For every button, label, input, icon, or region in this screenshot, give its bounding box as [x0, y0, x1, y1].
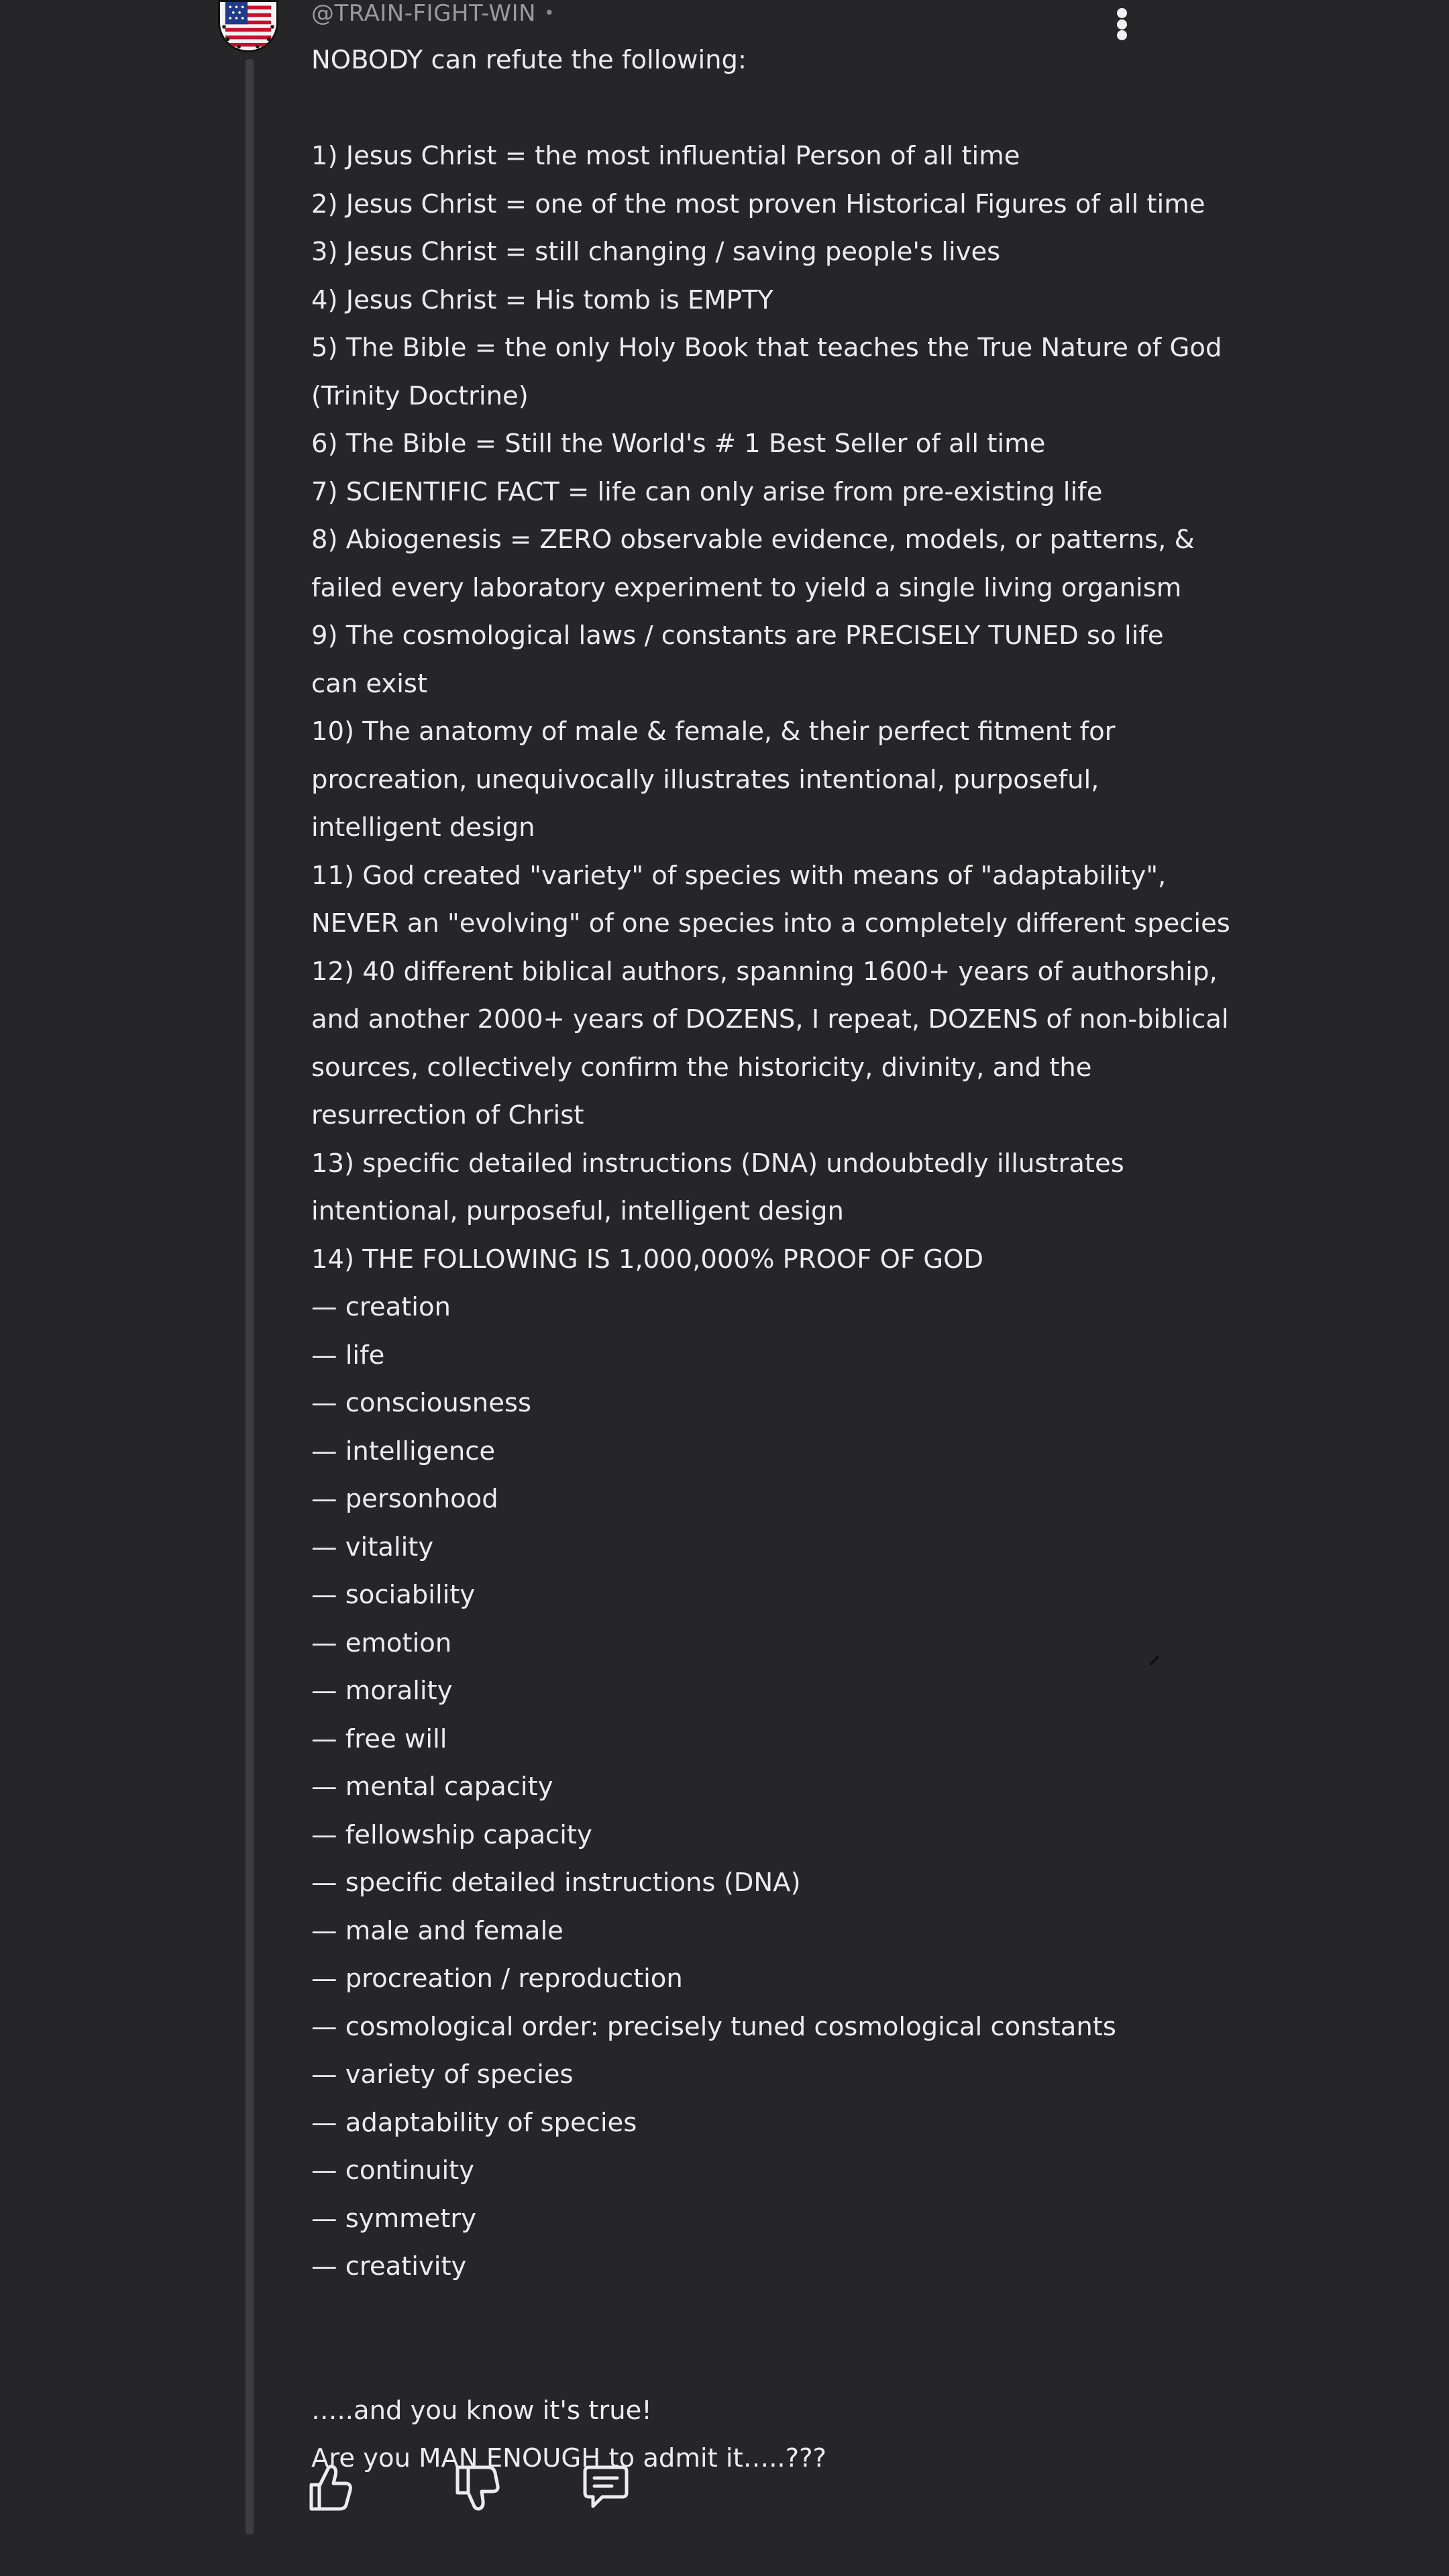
reply-button[interactable]: [582, 2462, 629, 2513]
comment-line: Are you MAN ENOUGH to admit it…..???: [311, 2443, 826, 2473]
list-item: — morality: [311, 1676, 453, 1706]
comment-line: NEVER an "evolving" of one species into a completely different species: [311, 908, 1230, 938]
author-handle[interactable]: @TRAIN-FIGHT-WIN: [311, 0, 537, 27]
comment-actions: [307, 2462, 656, 2516]
blank-line: [311, 2291, 1143, 2339]
comment-line: intentional, purposeful, intelligent design: [311, 1196, 844, 1226]
thumbs-down-icon: [453, 2462, 500, 2513]
comment-line: …..and you know it's true!: [311, 2395, 652, 2426]
comment-line: failed every laboratory experiment to yield a single living organism: [311, 572, 1182, 603]
list-item: — cosmological order: precisely tuned cosmological constants: [311, 2011, 1116, 2042]
list-item: — sociability: [311, 1580, 476, 1610]
list-item: — free will: [311, 1723, 447, 1754]
comment-line: 1) Jesus Christ = the most influential Person of all time: [311, 141, 1020, 171]
comment-line: 2) Jesus Christ = one of the most proven Historical Figures of all time: [311, 189, 1205, 219]
list-item: — creativity: [311, 2251, 467, 2282]
comment-line: NOBODY can refute the following:: [311, 45, 747, 75]
pencil-mark-icon: [1150, 1656, 1159, 1665]
comment-line: 10) The anatomy of male & female, & their perfect fitment for: [311, 716, 1116, 747]
comment-header: [311, 0, 555, 27]
comment-line: 9) The cosmological laws / constants are PRECISELY TUNED so life: [311, 621, 1164, 651]
list-item: — intelligence: [311, 1436, 496, 1466]
comment-line: 13) specific detailed instructions (DNA) undoubtedly illustrates: [311, 1148, 1124, 1179]
list-item: — vitality: [311, 1532, 434, 1562]
comment-line: 4) Jesus Christ = His tomb is EMPTY: [311, 284, 773, 315]
comment-line: 7) SCIENTIFIC FACT = life can only arise from pre-existing life: [311, 476, 1103, 507]
comment-line: procreation, unequivocally illustrates intentional, purposeful,: [311, 764, 1099, 795]
us-flag-avatar-icon: [220, 2, 276, 50]
comment-line: 3) Jesus Christ = still changing / saving people's lives: [311, 237, 1001, 267]
thread-line[interactable]: [246, 59, 254, 2534]
list-item: — variety of species: [311, 2059, 574, 2090]
comment-line: (Trinity Doctrine): [311, 380, 529, 411]
list-item: — creation: [311, 1292, 451, 1322]
list-item: — fellowship capacity: [311, 1819, 592, 1850]
like-button[interactable]: [307, 2462, 354, 2513]
list-item: — life: [311, 1340, 385, 1371]
comment-line: can exist: [311, 668, 428, 699]
comment-line: 5) The Bible = the only Holy Book that teaches the True Nature of God: [311, 333, 1222, 363]
blank-line: [311, 85, 1143, 133]
list-item: — adaptability of species: [311, 2107, 637, 2138]
list-item: — consciousness: [311, 1388, 532, 1418]
list-item: — continuity: [311, 2155, 475, 2186]
avatar[interactable]: [218, 0, 278, 52]
separator-dot: •: [544, 3, 555, 23]
list-item: — personhood: [311, 1484, 498, 1514]
comment-line: 12) 40 different biblical authors, spanning 1600+ years of authorship,: [311, 956, 1218, 987]
comment-line: and another 2000+ years of DOZENS, I repeat, DOZENS of non-biblical: [311, 1004, 1229, 1034]
list-item: — specific detailed instructions (DNA): [311, 1868, 801, 1898]
kebab-dot-icon: [1117, 19, 1127, 30]
list-item: — mental capacity: [311, 1772, 553, 1802]
comment-line: 11) God created "variety" of species with means of "adaptability",: [311, 860, 1167, 891]
comment-line: intelligent design: [311, 812, 535, 843]
dislike-button[interactable]: [453, 2462, 500, 2513]
list-item: — symmetry: [311, 2203, 476, 2234]
list-item: — procreation / reproduction: [311, 1964, 683, 1994]
list-item: — male and female: [311, 1915, 564, 1946]
comment-line: 14) THE FOLLOWING IS 1,000,000% PROOF OF GOD: [311, 1244, 984, 1275]
comment-icon: [582, 2462, 629, 2513]
comment-line: sources, collectively confirm the historicity, divinity, and the: [311, 1052, 1092, 1083]
blank-line: [311, 2339, 1143, 2387]
comment-line: 6) The Bible = Still the World's # 1 Best Seller of all time: [311, 429, 1046, 459]
comment-line: 8) Abiogenesis = ZERO observable evidence, models, or patterns, &: [311, 525, 1195, 555]
thumbs-up-icon: [307, 2462, 354, 2513]
comment-line: resurrection of Christ: [311, 1100, 584, 1130]
list-item: — emotion: [311, 1627, 452, 1658]
comment-body: [311, 36, 1230, 2483]
kebab-dot-icon: [1117, 8, 1127, 18]
